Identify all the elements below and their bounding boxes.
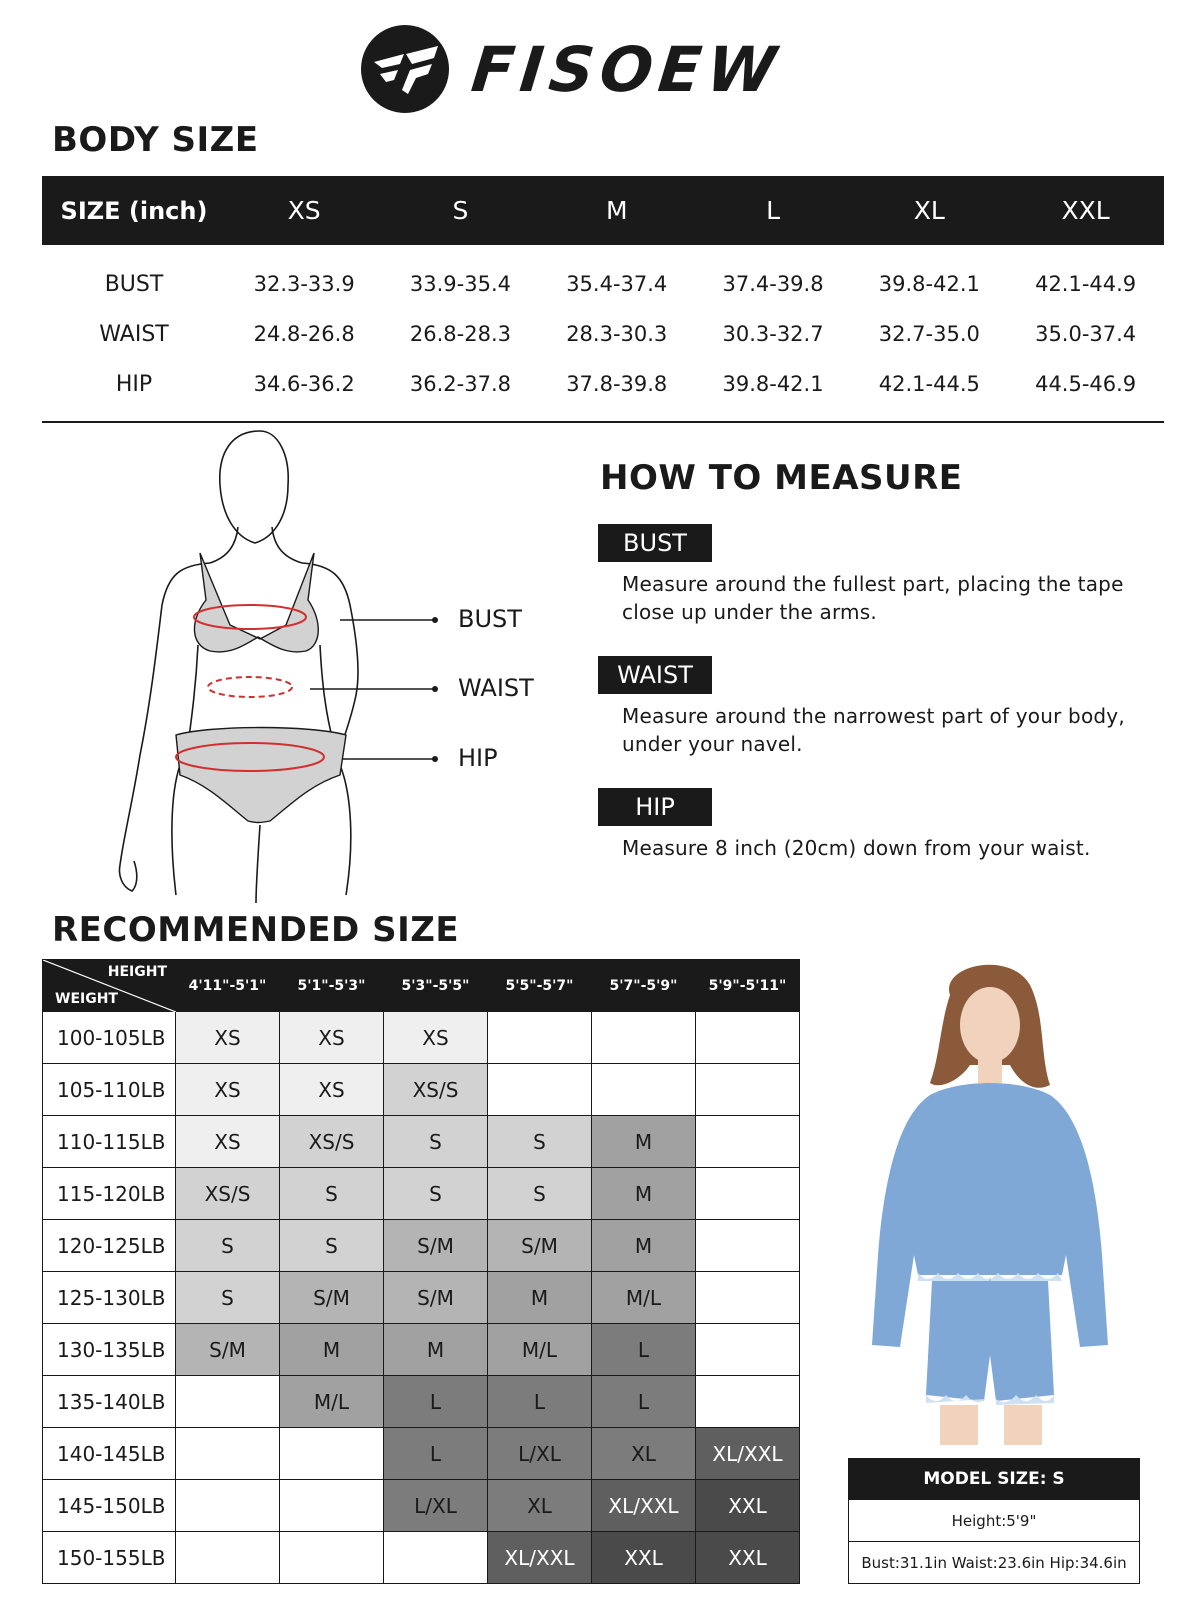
recommended-size-cell: S: [280, 1168, 384, 1220]
weight-range: 140-145LB: [43, 1428, 176, 1480]
body-size-rows: [42, 245, 1164, 423]
size-header: XXL: [1061, 196, 1110, 225]
measurement-value: 37.8-39.8: [566, 372, 668, 396]
brand-emblem-icon: [360, 24, 450, 114]
measurement-label: WAIST: [99, 321, 169, 347]
recommended-size-cell: S: [176, 1220, 280, 1272]
measurement-label: BUST: [104, 271, 164, 297]
size-header: XS: [287, 196, 321, 225]
recommended-size-cell: L: [592, 1376, 696, 1428]
table-row: [43, 1324, 800, 1376]
measure-desc-hip: Measure 8 inch (20cm) down from your waist.: [622, 836, 1091, 860]
recommended-size-cell: S/M: [384, 1220, 488, 1272]
table-row: [43, 1168, 800, 1220]
size-header: L: [766, 196, 780, 225]
recommended-size-cell: S/M: [176, 1324, 280, 1376]
recommended-size-cell: M/L: [488, 1324, 592, 1376]
recommended-size-cell: [488, 1064, 592, 1116]
recommended-size-cell: M: [592, 1168, 696, 1220]
height-axis-label: HEIGHT: [107, 964, 167, 980]
measurement-value: 39.8-42.1: [878, 272, 980, 296]
body-size-row-hip: [42, 359, 1164, 409]
weight-axis-label: WEIGHT: [55, 991, 118, 1007]
measurement-value: 36.2-37.8: [409, 372, 511, 396]
recommended-size-cell: L: [384, 1376, 488, 1428]
recommended-size-cell: L: [384, 1428, 488, 1480]
recommended-size-cell: M: [488, 1272, 592, 1324]
recommended-size-cell: S: [176, 1272, 280, 1324]
model-measurements: Bust:31.1in Waist:23.6in Hip:34.6in: [849, 1541, 1139, 1583]
recommended-size-cell: [488, 1012, 592, 1064]
how-to-measure-title: HOW TO MEASURE: [600, 458, 963, 498]
weight-range: 145-150LB: [43, 1480, 176, 1532]
measurement-value: 32.3-33.9: [253, 272, 355, 296]
recommended-size-cell: XS/S: [384, 1064, 488, 1116]
brand-logo: [360, 24, 786, 114]
recommended-size-cell: S: [384, 1116, 488, 1168]
measurement-value: 26.8-28.3: [409, 322, 511, 346]
table-row: [43, 1376, 800, 1428]
weight-range: 125-130LB: [43, 1272, 176, 1324]
weight-range: 150-155LB: [43, 1532, 176, 1584]
figure-label-waist: WAIST: [458, 674, 534, 702]
recommended-size-cell: S: [488, 1116, 592, 1168]
recommended-size-cell: S/M: [280, 1272, 384, 1324]
table-row: [43, 1064, 800, 1116]
measurement-figure: [110, 425, 560, 905]
recommended-size-cell: [696, 1116, 800, 1168]
size-header: XL: [913, 196, 945, 225]
recommended-size-title: RECOMMENDED SIZE: [52, 910, 460, 950]
recommended-size-cell: L/XL: [384, 1480, 488, 1532]
size-header: S: [452, 196, 469, 225]
weight-range: 115-120LB: [43, 1168, 176, 1220]
measurement-value: 32.7-35.0: [878, 322, 980, 346]
measurement-label: HIP: [115, 371, 153, 397]
recommended-size-cell: [280, 1480, 384, 1532]
recommended-size-cell: XXL: [592, 1532, 696, 1584]
recommended-size-cell: [592, 1012, 696, 1064]
recommended-size-cell: [696, 1064, 800, 1116]
recommended-size-cell: L/XL: [488, 1428, 592, 1480]
recommended-size-cell: XL/XXL: [488, 1532, 592, 1584]
recommended-size-cell: [176, 1480, 280, 1532]
recommended-size-cell: [280, 1532, 384, 1584]
table-row: [43, 1116, 800, 1168]
recommended-size-cell: XL: [592, 1428, 696, 1480]
model-photo: [840, 955, 1140, 1445]
measurement-value: 30.3-32.7: [722, 322, 824, 346]
recommended-size-cell: S/M: [384, 1272, 488, 1324]
table-row: [43, 1428, 800, 1480]
measurement-value: 28.3-30.3: [566, 322, 668, 346]
body-size-table: [42, 176, 1164, 423]
measurement-value: 35.4-37.4: [566, 272, 668, 296]
size-header: M: [605, 196, 628, 225]
measurement-value: 42.1-44.9: [1035, 272, 1137, 296]
recommended-size-cell: L: [488, 1376, 592, 1428]
measure-tag-waist: WAIST: [598, 656, 712, 694]
model-height: Height:5'9": [849, 1499, 1139, 1541]
recommended-size-cell: S: [384, 1168, 488, 1220]
recommended-size-cell: M: [592, 1116, 696, 1168]
table-row: [43, 1012, 800, 1064]
height-header: 5'5"-5'7": [488, 960, 592, 1012]
model-size-box: [848, 1458, 1140, 1584]
recommended-size-cell: XS: [280, 1012, 384, 1064]
recommended-size-cell: XS/S: [176, 1168, 280, 1220]
measurement-value: 44.5-46.9: [1035, 372, 1137, 396]
height-header: 4'11"-5'1": [176, 960, 280, 1012]
table-corner: [43, 960, 176, 1012]
weight-range: 110-115LB: [43, 1116, 176, 1168]
recommended-size-cell: M/L: [280, 1376, 384, 1428]
measurement-value: 24.8-26.8: [253, 322, 355, 346]
recommended-size-cell: S/M: [488, 1220, 592, 1272]
table-row: [43, 1220, 800, 1272]
figure-label-hip: HIP: [458, 744, 498, 772]
body-size-row-waist: [42, 309, 1164, 359]
height-header-row: [43, 960, 800, 1012]
measurement-value: 42.1-44.5: [878, 372, 980, 396]
recommended-size-cell: [696, 1168, 800, 1220]
recommended-size-cell: S: [280, 1220, 384, 1272]
recommended-size-cell: XL: [488, 1480, 592, 1532]
height-header: 5'3"-5'5": [384, 960, 488, 1012]
measure-tag-hip: HIP: [598, 788, 712, 826]
weight-range: 130-135LB: [43, 1324, 176, 1376]
weight-range: 105-110LB: [43, 1064, 176, 1116]
recommended-size-cell: XXL: [696, 1480, 800, 1532]
measure-desc-waist: Measure around the narrowest part of your body, under your navel.: [622, 704, 1125, 756]
weight-range: 135-140LB: [43, 1376, 176, 1428]
size-header-label: SIZE (inch): [60, 196, 208, 225]
weight-range: 120-125LB: [43, 1220, 176, 1272]
height-header: 5'1"-5'3": [280, 960, 384, 1012]
recommended-size-cell: [696, 1324, 800, 1376]
recommended-size-cell: [696, 1012, 800, 1064]
model-size-label: MODEL SIZE: S: [849, 1459, 1139, 1499]
recommended-size-cell: XS: [384, 1012, 488, 1064]
body-outline-illustration: [110, 425, 560, 905]
measurement-value: 39.8-42.1: [722, 372, 824, 396]
recommended-size-cell: [696, 1376, 800, 1428]
brand-name: FISOEW: [468, 32, 786, 106]
recommended-size-cell: S: [488, 1168, 592, 1220]
recommended-size-cell: [176, 1428, 280, 1480]
table-row: [43, 1532, 800, 1584]
measurement-value: 33.9-35.4: [409, 272, 511, 296]
recommended-size-cell: [384, 1532, 488, 1584]
recommended-size-cell: XL/XXL: [696, 1428, 800, 1480]
recommended-size-cell: XS: [280, 1064, 384, 1116]
figure-label-bust: BUST: [458, 605, 522, 633]
recommended-size-cell: M: [384, 1324, 488, 1376]
recommended-size-cell: XS: [176, 1116, 280, 1168]
body-size-row-bust: [42, 259, 1164, 309]
recommended-size-cell: M: [592, 1220, 696, 1272]
recommended-size-cell: XXL: [696, 1532, 800, 1584]
recommended-size-cell: M/L: [592, 1272, 696, 1324]
recommended-size-cell: XS: [176, 1012, 280, 1064]
measure-desc-bust: Measure around the fullest part, placing the tape close up under the arms.: [622, 572, 1124, 624]
body-size-header-row: [42, 176, 1164, 245]
recommended-size-cell: XS/S: [280, 1116, 384, 1168]
measurement-value: 35.0-37.4: [1035, 322, 1137, 346]
recommended-size-cell: [176, 1376, 280, 1428]
recommended-size-cell: XL/XXL: [592, 1480, 696, 1532]
recommended-size-cell: [696, 1220, 800, 1272]
recommended-size-cell: [280, 1428, 384, 1480]
recommended-size-cell: L: [592, 1324, 696, 1376]
height-header: 5'9"-5'11": [696, 960, 800, 1012]
height-header: 5'7"-5'9": [592, 960, 696, 1012]
measure-tag-bust: BUST: [598, 524, 712, 562]
recommended-size-cell: [176, 1532, 280, 1584]
recommended-size-cell: [592, 1064, 696, 1116]
recommended-size-cell: M: [280, 1324, 384, 1376]
recommended-size-body: [43, 1012, 800, 1584]
recommended-size-cell: XS: [176, 1064, 280, 1116]
table-row: [43, 1272, 800, 1324]
recommended-size-cell: [696, 1272, 800, 1324]
weight-range: 100-105LB: [43, 1012, 176, 1064]
measurement-value: 34.6-36.2: [253, 372, 355, 396]
table-row: [43, 1480, 800, 1532]
measurement-value: 37.4-39.8: [722, 272, 824, 296]
recommended-size-table: [42, 959, 800, 1584]
body-size-title: BODY SIZE: [52, 120, 259, 160]
